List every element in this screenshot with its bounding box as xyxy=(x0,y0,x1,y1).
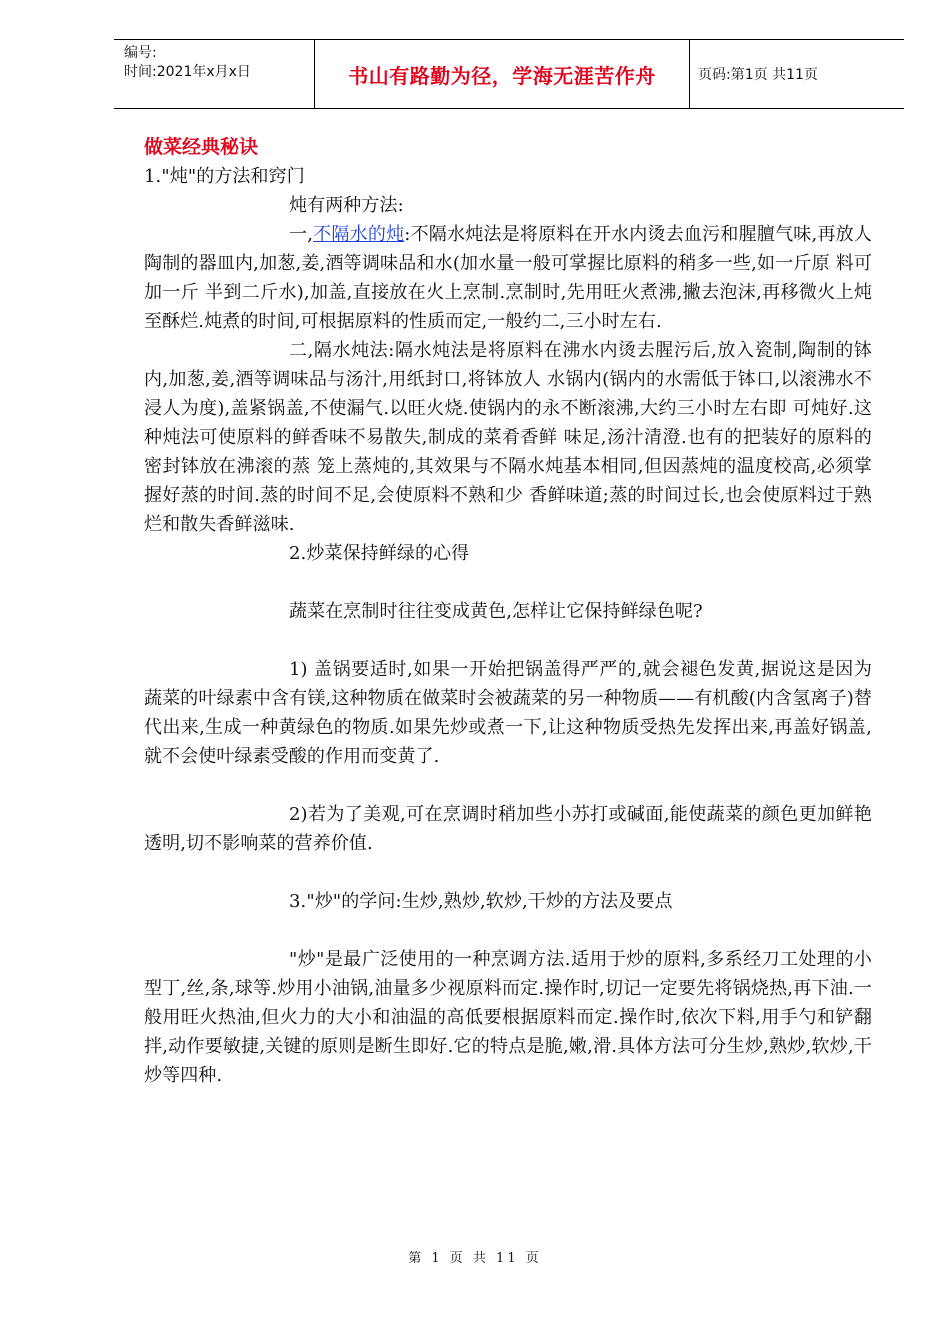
document-body xyxy=(144,132,872,1090)
section-1-intro: 炖有两种方法: xyxy=(289,195,404,216)
page-footer: 第 1 页 共 11 页 xyxy=(408,1251,542,1266)
spacer xyxy=(144,771,872,800)
motto-text: 书山有路勤为径，学海无涯苦作舟 xyxy=(348,63,656,88)
section-1-heading: 1."炖"的方法和窍门 xyxy=(144,166,305,187)
number-label: 编号: xyxy=(124,45,157,61)
spacer xyxy=(144,916,872,945)
section-1-method-2: 二,隔水炖法:隔水炖法是将原料在沸水内烫去腥污后,放入瓷制,陶制的钵内,加葱,姜,酒等调味品与汤汁,用纸封口,将钵放人 水锅内(锅内的水需低于钵口,以滚沸水不浸人为度),盖紧锅盖,不使漏气.以旺火烧.使锅内的永不断滚沸,大约三小时左右即 可炖好.这种炖法可使原料的鲜香味不易散失,制成的菜肴香鲜 味足,汤汁清澄.也有的把装好的原料的密封钵放在沸滚的蒸 笼上蒸炖的,其效果与不隔水炖基本相同,但因蒸炖的温度校高,必须掌握好蒸的时间.蒸的时间不足,会使原料不熟和少 香鲜味道;蒸的时间过长,也会使原料过于熟烂和散失香鲜滋味. xyxy=(144,340,872,535)
section-3-text: "炒"是最广泛使用的一种烹调方法.适用于炒的原料,多系经刀工处理的小型丁,丝,条,球等.炒用小油锅,油量多少视原料而定.操作时,切记一定要先将锅烧热,再下油.一般用旺火热油,但火力的大小和油温的高低要根据原料而定.操作时,依次下料,用手勺和铲翻拌,动作要敏捷,关键的原则是断生即好.它的特点是脆,嫩,滑.具体方法可分生炒,熟炒,软炒,干炒等四种. xyxy=(144,949,872,1086)
section-2-tip-2: 2)若为了美观,可在烹调时稍加些小苏打或碱面,能使蔬菜的颜色更加鲜艳透明,切不影响菜的营养价值. xyxy=(144,804,872,854)
method-1-link[interactable]: 不隔水的炖 xyxy=(313,224,405,245)
header-motto-cell xyxy=(315,40,690,108)
section-1-method-1 xyxy=(144,220,872,336)
method-1-prefix: 一, xyxy=(289,224,314,245)
document-title: 做菜经典秘诀 xyxy=(144,136,259,158)
page-info: 页码:第1页 共11页 xyxy=(698,67,818,83)
header-table xyxy=(114,39,904,109)
header-page-cell xyxy=(690,40,904,108)
spacer xyxy=(144,568,872,597)
time-label: 时间:2021年x月x日 xyxy=(124,64,251,80)
section-3-heading: 3."炒"的学问:生炒,熟炒,软炒,干炒的方法及要点 xyxy=(289,891,673,912)
spacer xyxy=(144,626,872,655)
section-2-tip-1: 1) 盖锅要适时,如果一开始把锅盖得严严的,就会褪色发黄,据说这是因为蔬菜的叶绿素中含有镁,这种物质在做菜时会被蔬菜的另一种物质——有机酸(内含氢离子)替代出来,生成一种黄绿色的物质.如果先炒或煮一下,让这种物质受热先发挥出来,再盖好锅盖,就不会使叶绿素受酸的作用而变黄了. xyxy=(144,659,872,767)
section-2-intro: 蔬菜在烹制时往往变成黄色,怎样让它保持鲜绿色呢? xyxy=(289,601,703,622)
header-meta-cell xyxy=(114,40,315,108)
section-2-heading: 2.炒菜保持鲜绿的心得 xyxy=(289,543,470,564)
method-1-text: :不隔水炖法是将原料在开水内烫去血污和腥膻气味,再放人陶制的器皿内,加葱,姜,酒等调味品和水(加水量一般可掌握比原料的稍多一些,如一斤原 料可加一斤 半到二斤水),加盖,直接放在火上烹制.烹制时,先用旺火煮沸,撇去泡沫,再移微火上炖至酥烂.炖煮的时间,可根据原料的性质而定,一般约二,三小时左右. xyxy=(144,224,873,332)
spacer xyxy=(144,858,872,887)
